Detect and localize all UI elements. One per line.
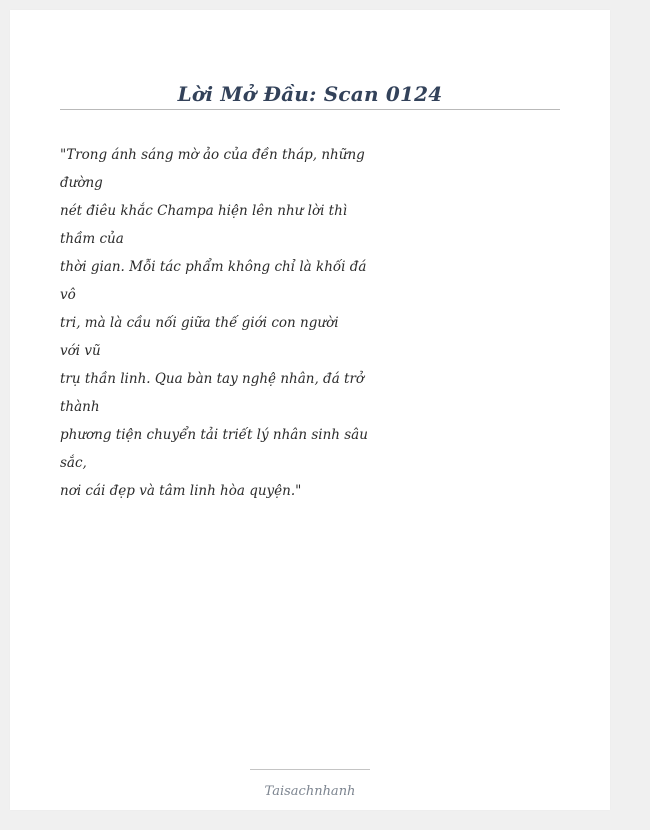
- text-line: nơi cái đẹp và tâm linh hòa quyện.": [60, 483, 302, 499]
- text-line: "Trong ánh sáng mờ ảo của đền tháp, những: [60, 147, 365, 163]
- text-line: nét điêu khắc Champa hiện lên như lời thì: [60, 203, 348, 219]
- text-line: thời gian. Mỗi tác phẩm không chỉ là khối đá: [60, 259, 367, 275]
- text-line: tri, mà là cầu nối giữa thế giới con người: [60, 315, 339, 331]
- document-page: [10, 10, 610, 810]
- text-line: đường: [60, 175, 103, 191]
- text-line: thầm của: [60, 231, 124, 247]
- text-line: với vũ: [60, 343, 101, 359]
- text-line: thành: [60, 399, 100, 415]
- footer-divider: [250, 769, 370, 770]
- text-line: sắc,: [60, 455, 87, 471]
- text-line: vô: [60, 287, 76, 303]
- page-title: Lời Mở Đầu: Scan 0124: [177, 82, 443, 106]
- preface-paragraph: [60, 141, 368, 505]
- title-divider: [60, 109, 560, 110]
- footer-source: Taisachnhanh: [264, 784, 356, 799]
- text-line: phương tiện chuyển tải triết lý nhân sinh sâu: [60, 427, 368, 443]
- text-line: trụ thần linh. Qua bàn tay nghệ nhân, đá trở: [60, 371, 365, 387]
